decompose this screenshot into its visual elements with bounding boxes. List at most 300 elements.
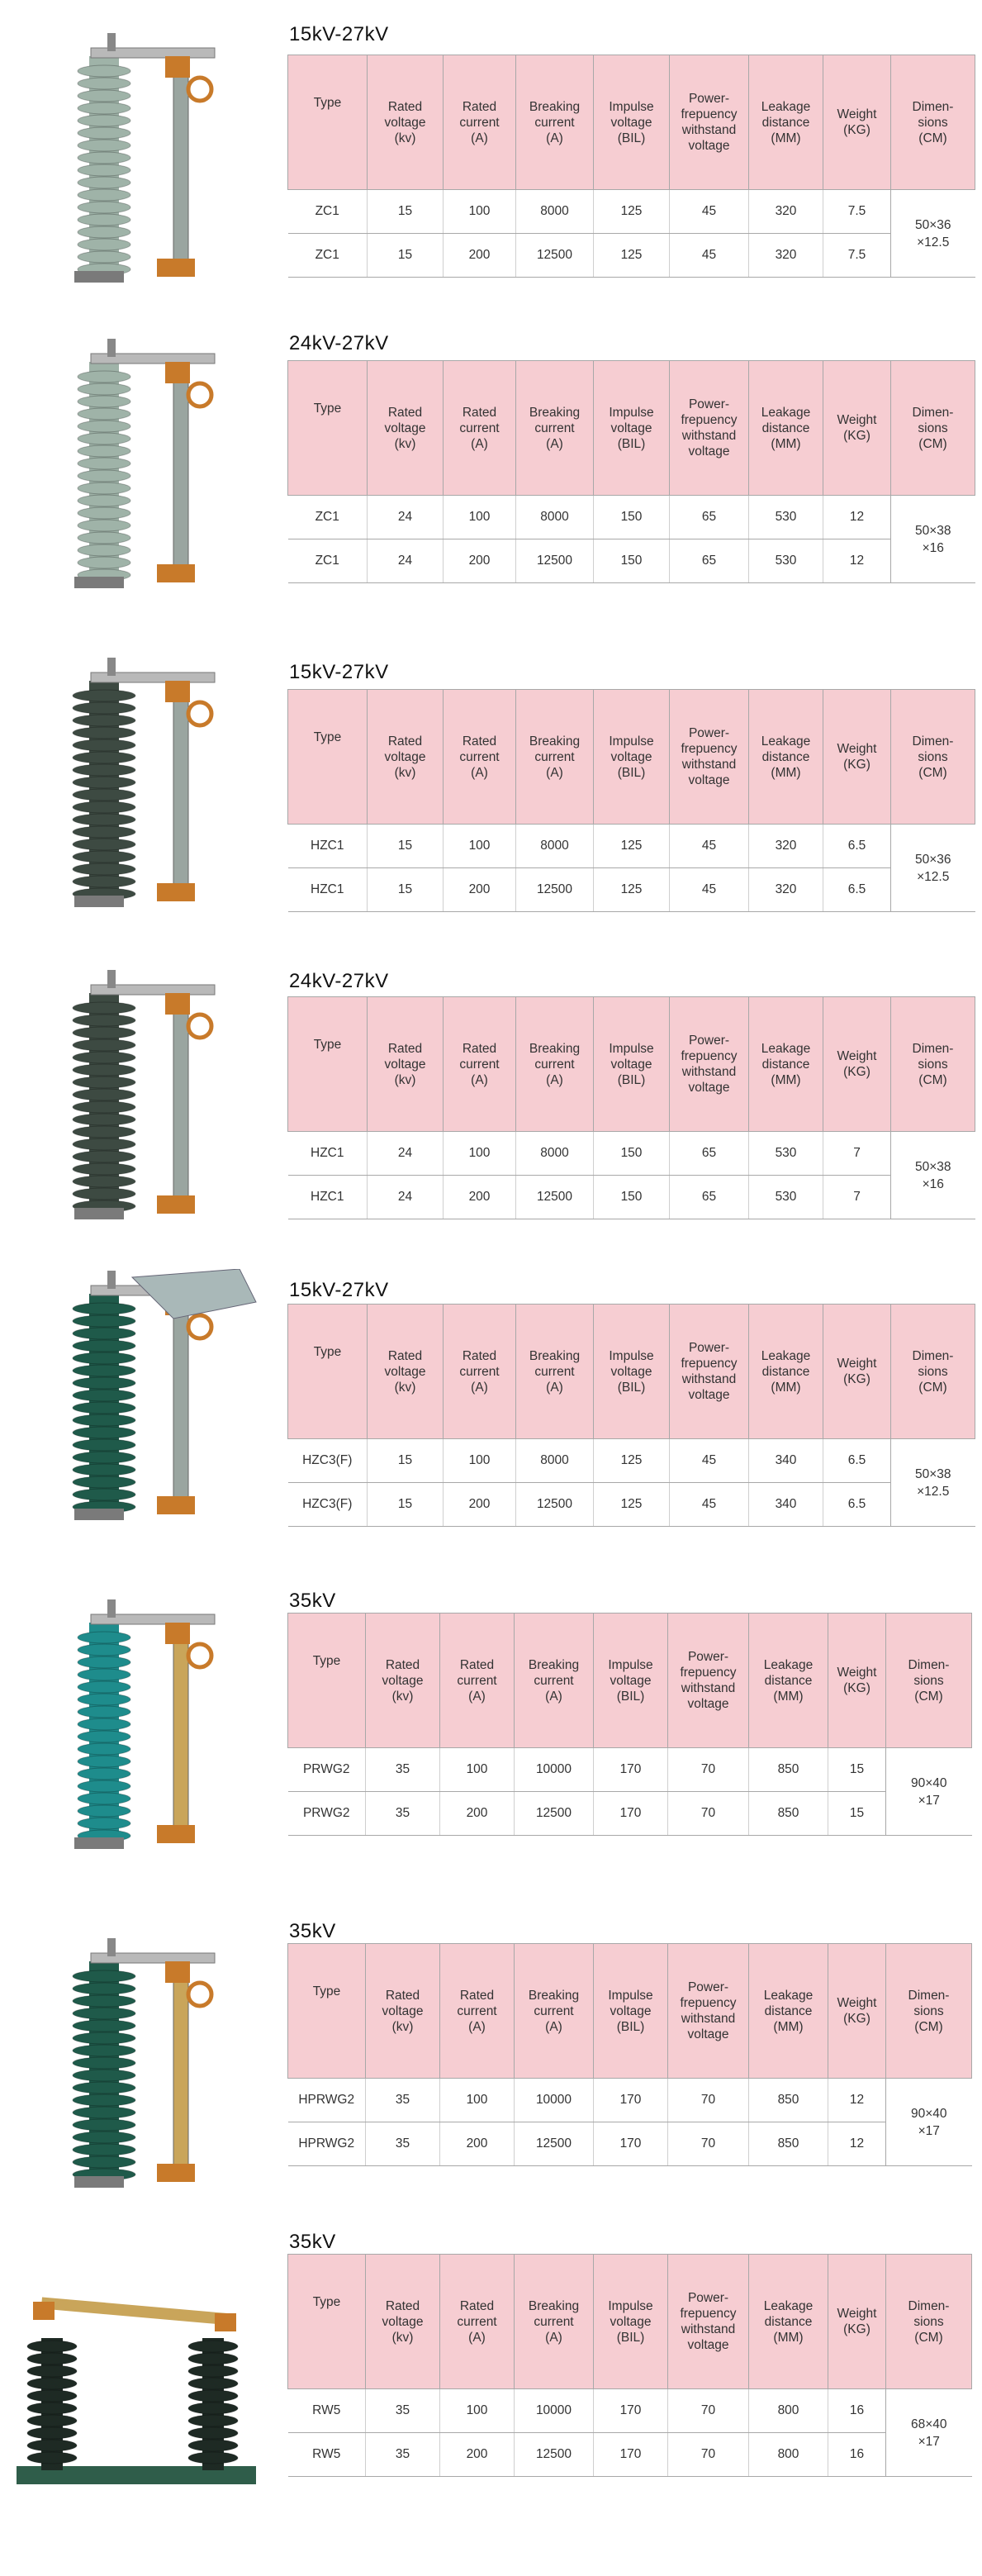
header-line: voltage (687, 1697, 729, 1711)
header-impulse-voltage (594, 1944, 668, 2079)
header-line: (KG) (843, 1372, 871, 1386)
header-type: Type (288, 361, 368, 496)
header-line: Impulse (608, 1988, 653, 2003)
header-line: sions (913, 2003, 944, 2018)
header-line: voltage (384, 1364, 426, 1379)
header-line: frepuency (680, 1666, 737, 1680)
header-line: current (459, 749, 500, 764)
cell: 100 (444, 496, 516, 539)
header-line: withstand (681, 2322, 736, 2336)
header-impulse-voltage (594, 690, 670, 825)
section-title: 15kV-27kV (289, 661, 389, 683)
cell: ZC1 (288, 234, 368, 278)
cell: PRWG2 (288, 1748, 366, 1792)
header-rated-current (444, 997, 516, 1132)
section-title: 35kV (289, 2231, 336, 2253)
cell: 100 (440, 1748, 515, 1792)
cell: 15 (368, 190, 444, 234)
header-line: voltage (382, 1673, 424, 1688)
header-line: (kv) (394, 1380, 416, 1395)
cell: 45 (670, 868, 749, 912)
cell: PRWG2 (288, 1792, 366, 1836)
cell: 200 (440, 1792, 515, 1836)
header-line: sions (913, 2314, 944, 2329)
header-line: Breaking (528, 1988, 580, 2003)
cell: 12 (823, 539, 891, 583)
header-line: voltage (610, 421, 652, 435)
header-rated-current (444, 1305, 516, 1439)
header-leakage-distance (749, 690, 823, 825)
header-line: Breaking (529, 99, 581, 114)
header-line: Impulse (609, 99, 654, 114)
spec-table (287, 360, 975, 583)
header-line: Impulse (609, 1348, 654, 1363)
header-type: Type (288, 1614, 366, 1748)
header-line: (MM) (771, 1380, 801, 1395)
header-type: Type (288, 997, 368, 1132)
header-line: voltage (382, 2003, 424, 2018)
header-line: (CM) (918, 1380, 947, 1395)
header-line: Power- (688, 1034, 730, 1048)
cell: 530 (749, 496, 823, 539)
dimensions-line: ×12.5 (917, 869, 950, 884)
header-line: distance (761, 115, 810, 130)
table-row (288, 190, 975, 234)
header-line: current (534, 1364, 575, 1379)
header-line: voltage (687, 2338, 729, 2352)
header-rated-voltage (368, 55, 444, 190)
cell: 45 (670, 234, 749, 278)
cell: 70 (668, 2079, 749, 2122)
cell: 100 (444, 1439, 516, 1483)
dimensions-line: 90×40 (910, 2106, 947, 2121)
header-weight (828, 2255, 886, 2389)
header-line: Leakage (763, 1657, 814, 1672)
section-title: 15kV-27kV (289, 23, 389, 45)
cell: 15 (368, 234, 444, 278)
header-line: (MM) (771, 765, 801, 780)
header-dimensions (886, 1614, 972, 1748)
header-line: (kv) (394, 131, 416, 145)
header-line: Rated (462, 99, 497, 114)
header-rated-voltage (366, 1614, 440, 1748)
cell: 320 (749, 190, 823, 234)
cell: 530 (749, 1132, 823, 1176)
spec-table (287, 2254, 972, 2477)
header-line: voltage (688, 1388, 730, 1402)
header-line: Power- (687, 1980, 729, 1994)
cell: 45 (670, 1483, 749, 1527)
cell: 65 (670, 539, 749, 583)
cell: RW5 (288, 2389, 366, 2433)
header-weight (823, 690, 891, 825)
header-line: Dimen- (912, 405, 954, 420)
cell: 35 (366, 1748, 440, 1792)
table-row (288, 2122, 972, 2166)
table-row (288, 825, 975, 868)
header-line: Impulse (608, 2298, 653, 2313)
header-dimensions (891, 690, 975, 825)
header-line: voltage (688, 444, 730, 459)
cell: 800 (749, 2389, 828, 2433)
header-leakage-distance (749, 55, 823, 190)
header-line: Weight (837, 1666, 877, 1680)
cell: 16 (828, 2389, 886, 2433)
header-line: distance (761, 421, 810, 435)
cell: 8000 (516, 1439, 594, 1483)
header-leakage-distance (749, 997, 823, 1132)
header-type: Type (288, 2255, 366, 2389)
header-rated-voltage (366, 2255, 440, 2389)
header-line: Dimen- (912, 99, 954, 114)
cell: 6.5 (823, 868, 891, 912)
dimensions-line: ×12.5 (917, 235, 950, 250)
header-line: (BIL) (617, 1380, 646, 1395)
header-line: current (534, 2003, 574, 2018)
cell: HZC1 (288, 1176, 368, 1219)
header-line: voltage (384, 1057, 426, 1072)
header-line: frepuency (680, 2307, 737, 2321)
polymer-drop-out-fuse-image (8, 1937, 264, 2201)
cell: 100 (444, 190, 516, 234)
cell: HZC3(F) (288, 1439, 368, 1483)
header-rated-current (440, 2255, 515, 2389)
dimensions-cell (891, 1439, 975, 1527)
header-line: current (459, 115, 500, 130)
header-line: current (457, 2003, 497, 2018)
header-dimensions (891, 361, 975, 496)
header-dimensions (886, 2255, 972, 2389)
cell: 8000 (516, 825, 594, 868)
cell: HZC1 (288, 1132, 368, 1176)
header-line: withstand (681, 123, 737, 137)
cell: 125 (594, 868, 670, 912)
header-line: Power- (688, 397, 730, 411)
header-weight (828, 1614, 886, 1748)
header-line: sions (918, 421, 948, 435)
header-line: Dimen- (908, 1988, 950, 2003)
header-line: Rated (385, 1988, 420, 2003)
cell: 24 (368, 539, 444, 583)
cell: 70 (668, 2433, 749, 2477)
header-line: (KG) (843, 1681, 871, 1695)
cell: 12500 (516, 539, 594, 583)
header-line: (BIL) (616, 1689, 645, 1704)
dimensions-line: ×16 (922, 1176, 944, 1191)
header-power-frequency (670, 55, 749, 190)
header-line: current (457, 1673, 497, 1688)
cell: 7 (823, 1176, 891, 1219)
cell: 125 (594, 825, 670, 868)
cell: HZC3(F) (288, 1483, 368, 1527)
header-line: (CM) (918, 131, 947, 145)
header-rated-voltage (366, 1944, 440, 2079)
header-line: voltage (384, 115, 426, 130)
header-rated-voltage (368, 997, 444, 1132)
table-row (288, 1748, 972, 1792)
cell: 6.5 (823, 1483, 891, 1527)
header-power-frequency (668, 1614, 749, 1748)
cell: 8000 (516, 1132, 594, 1176)
header-weight (823, 55, 891, 190)
cell: 125 (594, 1483, 670, 1527)
header-line: withstand (681, 429, 737, 443)
table-row (288, 1132, 975, 1176)
cell: 45 (670, 825, 749, 868)
cell: 65 (670, 1132, 749, 1176)
header-line: (BIL) (616, 2330, 645, 2345)
cell: 100 (444, 825, 516, 868)
section-title: 35kV (289, 1590, 336, 1612)
header-power-frequency (668, 1944, 749, 2079)
section-title: 24kV-27kV (289, 970, 389, 992)
cell: 12500 (515, 1792, 594, 1836)
cell: 15 (368, 1483, 444, 1527)
header-line: distance (764, 2314, 813, 2329)
header-breaking-current (515, 1614, 594, 1748)
cell: 70 (668, 1792, 749, 1836)
dimensions-line: ×17 (918, 2123, 940, 2138)
outdoor-fuse-rw5-image (8, 2247, 264, 2512)
cell: 15 (828, 1748, 886, 1792)
cell: 12500 (515, 2122, 594, 2166)
header-line: Rated (387, 734, 423, 749)
header-line: voltage (382, 2314, 424, 2329)
header-line: voltage (688, 1081, 730, 1095)
header-line: current (459, 421, 500, 435)
header-line: (KG) (843, 1065, 871, 1079)
cell: 125 (594, 190, 670, 234)
header-line: Power- (688, 726, 730, 740)
header-line: (kv) (394, 1072, 416, 1087)
cell: ZC1 (288, 496, 368, 539)
spec-table (287, 996, 975, 1219)
header-weight (828, 1944, 886, 2079)
header-line: Weight (837, 107, 877, 121)
header-line: voltage (610, 1057, 652, 1072)
header-leakage-distance (749, 1305, 823, 1439)
header-rated-voltage (368, 361, 444, 496)
header-dimensions (891, 1305, 975, 1439)
header-type: Type (288, 690, 368, 825)
cell: 12500 (516, 1483, 594, 1527)
header-line: (A) (471, 765, 488, 780)
header-line: distance (761, 1057, 810, 1072)
header-line: (MM) (771, 436, 801, 451)
header-line: current (534, 115, 575, 130)
cell: 10000 (515, 1748, 594, 1792)
cell: 200 (440, 2433, 515, 2477)
cell: 45 (670, 1439, 749, 1483)
header-line: (A) (546, 1380, 563, 1395)
header-line: (kv) (394, 436, 416, 451)
cell: 12500 (516, 868, 594, 912)
header-line: Dimen- (908, 1657, 950, 1672)
cell: 170 (594, 2079, 668, 2122)
header-line: (A) (471, 1380, 488, 1395)
header-line: voltage (610, 2314, 652, 2329)
header-line: (A) (471, 131, 488, 145)
dimensions-cell (891, 1132, 975, 1219)
cell: 850 (749, 1792, 828, 1836)
section-title: 24kV-27kV (289, 332, 389, 354)
header-impulse-voltage (594, 1305, 670, 1439)
header-line: (A) (545, 2019, 562, 2034)
header-line: frepuency (681, 742, 738, 756)
dimensions-line: 90×40 (910, 1775, 947, 1790)
header-line: current (534, 421, 575, 435)
header-line: withstand (681, 1372, 737, 1386)
cell: ZC1 (288, 190, 368, 234)
table-row (288, 496, 975, 539)
header-line: voltage (610, 1673, 652, 1688)
header-impulse-voltage (594, 997, 670, 1132)
header-line: Leakage (761, 734, 811, 749)
spec-table (287, 55, 975, 278)
dimensions-line: 50×38 (914, 523, 951, 538)
header-line: withstand (681, 1065, 737, 1079)
header-line: (A) (471, 436, 488, 451)
header-breaking-current (516, 55, 594, 190)
polymer-cutout-fuse-arc-chute-image (8, 1269, 264, 1533)
header-line: (A) (546, 436, 563, 451)
cell: 6.5 (823, 1439, 891, 1483)
cell: 200 (440, 2122, 515, 2166)
spec-table (287, 1613, 972, 1836)
header-line: Rated (385, 2298, 420, 2313)
header-line: Weight (837, 742, 877, 756)
cell: 7.5 (823, 190, 891, 234)
cell: 530 (749, 1176, 823, 1219)
header-line: (CM) (918, 765, 947, 780)
header-line: Dimen- (908, 2298, 950, 2313)
cell: 125 (594, 1439, 670, 1483)
header-breaking-current (516, 1305, 594, 1439)
header-line: (A) (468, 1689, 486, 1704)
header-rated-current (444, 361, 516, 496)
cell: 15 (828, 1792, 886, 1836)
header-rated-current (444, 55, 516, 190)
cell: 850 (749, 1748, 828, 1792)
header-dimensions (886, 1944, 972, 2079)
header-line: Leakage (761, 1348, 811, 1363)
header-line: (CM) (914, 2019, 943, 2034)
header-line: (kv) (391, 2019, 414, 2034)
header-line: withstand (681, 2012, 736, 2026)
header-line: Leakage (761, 405, 811, 420)
cell: 45 (670, 190, 749, 234)
header-breaking-current (516, 361, 594, 496)
header-line: (kv) (391, 1689, 414, 1704)
dimensions-line: 68×40 (910, 2417, 947, 2431)
header-line: Leakage (761, 99, 811, 114)
cell: 10000 (515, 2389, 594, 2433)
header-line: frepuency (681, 107, 738, 121)
header-impulse-voltage (594, 1614, 668, 1748)
header-line: (MM) (773, 2019, 804, 2034)
cell: 35 (366, 2389, 440, 2433)
header-line: (A) (471, 1072, 488, 1087)
header-breaking-current (515, 2255, 594, 2389)
header-line: voltage (384, 749, 426, 764)
cell: 35 (366, 1792, 440, 1836)
table-row (288, 1176, 975, 1219)
header-dimensions (891, 55, 975, 190)
cell: 340 (749, 1439, 823, 1483)
header-line: Dimen- (912, 1041, 954, 1056)
dimensions-cell (891, 496, 975, 583)
header-line: Power- (687, 1650, 729, 1664)
header-line: Weight (837, 413, 877, 427)
cell: 16 (828, 2433, 886, 2477)
header-line: Rated (462, 1348, 497, 1363)
header-power-frequency (670, 1305, 749, 1439)
spec-table (287, 1943, 972, 2166)
header-line: Impulse (609, 405, 654, 420)
cell: 24 (368, 496, 444, 539)
cell: 7.5 (823, 234, 891, 278)
cell: 530 (749, 539, 823, 583)
cell: 24 (368, 1176, 444, 1219)
cell: HPRWG2 (288, 2122, 366, 2166)
header-line: (CM) (914, 2330, 943, 2345)
cell: 150 (594, 496, 670, 539)
dimensions-cell (886, 1748, 972, 1836)
cell: 200 (444, 1483, 516, 1527)
header-power-frequency (670, 361, 749, 496)
section-title: 35kV (289, 1920, 336, 1942)
cell: 6.5 (823, 825, 891, 868)
header-line: current (459, 1364, 500, 1379)
header-breaking-current (516, 690, 594, 825)
header-line: Rated (459, 1657, 495, 1672)
header-line: withstand (681, 758, 737, 772)
header-power-frequency (670, 997, 749, 1132)
dimensions-line: 50×36 (914, 852, 951, 867)
header-rated-current (440, 1614, 515, 1748)
cell: 12500 (516, 1176, 594, 1219)
header-line: (BIL) (617, 131, 646, 145)
cell: HZC1 (288, 825, 368, 868)
header-line: (KG) (843, 429, 871, 443)
header-line: current (534, 749, 575, 764)
header-line: distance (761, 749, 810, 764)
table-row (288, 2389, 972, 2433)
header-type: Type (288, 1305, 368, 1439)
table-row (288, 1439, 975, 1483)
cell: 800 (749, 2433, 828, 2477)
cell: RW5 (288, 2433, 366, 2477)
cell: 200 (444, 868, 516, 912)
header-line: Rated (387, 99, 423, 114)
header-line: Impulse (609, 734, 654, 749)
dimensions-line: ×12.5 (917, 1484, 950, 1499)
table-row (288, 1483, 975, 1527)
header-line: (KG) (843, 123, 871, 137)
header-line: voltage (610, 1364, 652, 1379)
header-line: voltage (610, 2003, 652, 2018)
header-line: distance (764, 1673, 813, 1688)
cell: 70 (668, 2389, 749, 2433)
header-line: Rated (387, 1041, 423, 1056)
header-line: Breaking (528, 2298, 580, 2313)
header-line: (A) (468, 2019, 486, 2034)
cell: 100 (440, 2389, 515, 2433)
header-line: Leakage (761, 1041, 811, 1056)
header-line: current (457, 2314, 497, 2329)
header-line: sions (913, 1673, 944, 1688)
header-line: (CM) (918, 1072, 947, 1087)
